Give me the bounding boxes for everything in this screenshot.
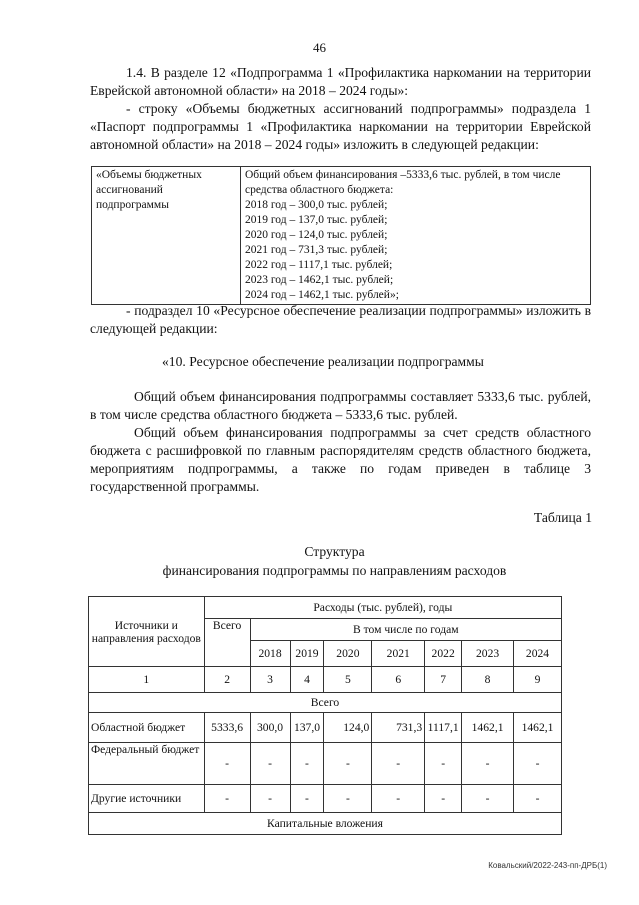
passport-line: 2024 год – 1462,1 тыс. рублей»; <box>245 289 399 301</box>
table-row-regional-budget <box>89 713 562 743</box>
cell-value: - <box>514 743 562 785</box>
header-by-year: В том числе по годам <box>250 619 561 641</box>
header-year: 2020 <box>324 641 372 667</box>
table-header-row <box>89 597 562 619</box>
passport-line: 2019 год – 137,0 тыс. рублей; <box>245 214 388 226</box>
passport-table-row <box>92 167 591 305</box>
cell-value: - <box>514 785 562 813</box>
passport-table-left-cell: «Объемы бюджетных ассигнований подпрограммы <box>92 167 241 305</box>
financing-structure-table <box>88 596 562 835</box>
cell-value: 1462,1 <box>462 713 514 743</box>
header-year: 2021 <box>372 641 425 667</box>
cell-value: - <box>324 785 372 813</box>
header-expenses: Расходы (тыс. рублей), годы <box>204 597 561 619</box>
section-label-capital: Капитальные вложения <box>89 813 562 835</box>
cell-value: - <box>372 743 425 785</box>
column-numbers-row <box>89 667 562 693</box>
passport-line: 2021 год – 731,3 тыс. рублей; <box>245 244 388 256</box>
paragraph-financing-details: Общий объем финансирования подпрограммы за счет средств областного бюджета с расшифровкой по главным распорядителям средств областного бюджета, мероприятиям подпрограммы, а также по годам приведен в таблице 3 государственной программы. <box>90 425 591 494</box>
header-year: 2023 <box>462 641 514 667</box>
cell-value: - <box>204 743 250 785</box>
table-label: Таблица 1 <box>533 510 592 525</box>
cell-value: 5333,6 <box>204 713 250 743</box>
passport-line: 2018 год – 300,0 тыс. рублей; <box>245 199 388 211</box>
column-number: 8 <box>462 667 514 693</box>
header-sources: Источники и направления расходов <box>89 597 205 667</box>
cell-value: - <box>462 785 514 813</box>
cell-value: 137,0 <box>290 713 324 743</box>
section-label-total: Всего <box>89 693 562 713</box>
cell-value: 1462,1 <box>514 713 562 743</box>
header-year: 2019 <box>290 641 324 667</box>
cell-value: - <box>204 785 250 813</box>
column-number: 2 <box>204 667 250 693</box>
passport-line: 2023 год – 1462,1 тыс. рублей; <box>245 274 394 286</box>
column-number: 7 <box>425 667 462 693</box>
cell-value: - <box>372 785 425 813</box>
header-year: 2024 <box>514 641 562 667</box>
column-number: 1 <box>89 667 205 693</box>
cell-value: - <box>425 743 462 785</box>
section-row-capital <box>89 813 562 835</box>
section-row-total <box>89 693 562 713</box>
header-year: 2018 <box>250 641 290 667</box>
section-heading: «10. Ресурсное обеспечение реализации подпрограммы <box>162 354 484 369</box>
column-number: 9 <box>514 667 562 693</box>
passport-line: 2022 год – 1117,1 тыс. рублей; <box>245 259 393 271</box>
table-row-other-sources <box>89 785 562 813</box>
row-label: Областной бюджет <box>89 713 205 743</box>
column-number: 3 <box>250 667 290 693</box>
paragraph-amendment-1-4: 1.4. В разделе 12 «Подпрограмма 1 «Профилактика наркомании на территории Еврейской автономной области» на 2018 – 2024 годы»: <box>90 65 591 98</box>
passport-line: Общий объем финансирования –5333,6 тыс. рублей, в том числе средства областного бюджета: <box>245 169 561 196</box>
column-number: 4 <box>290 667 324 693</box>
cell-value: 1117,1 <box>425 713 462 743</box>
row-label: Другие источники <box>89 785 205 813</box>
header-year: 2022 <box>425 641 462 667</box>
page-number: 46 <box>313 40 326 55</box>
column-number: 5 <box>324 667 372 693</box>
header-total: Всего <box>204 619 250 667</box>
passport-line: 2020 год – 124,0 тыс. рублей; <box>245 229 388 241</box>
cell-value: 124,0 <box>324 713 372 743</box>
cell-value: 731,3 <box>372 713 425 743</box>
document-footer-code: Ковальский/2022-243-пп-ДРБ(1) <box>488 861 607 870</box>
paragraph-line-amendment: - строку «Объемы бюджетных ассигнований подпрограммы» подраздела 1 «Паспорт подпрограммы 1 «Профилактика наркомании на территории Еврейской автономной области» на 2018 – 2024 годы» изложить в следующей редакции: <box>90 101 591 152</box>
cell-value: - <box>290 785 324 813</box>
passport-table-right-cell <box>241 167 591 305</box>
paragraph-subsection-amendment: - подраздел 10 «Ресурсное обеспечение реализации подпрограммы» изложить в следующей редакции: <box>90 303 591 336</box>
table-row-federal-budget <box>89 743 562 785</box>
cell-value: - <box>250 743 290 785</box>
cell-value: - <box>290 743 324 785</box>
cell-value: - <box>250 785 290 813</box>
cell-value: - <box>462 743 514 785</box>
passport-table <box>91 166 591 305</box>
paragraph-total-financing: Общий объем финансирования подпрограммы составляет 5333,6 тыс. рублей, в том числе средства областного бюджета – 5333,6 тыс. рублей. <box>90 389 591 422</box>
row-label: Федеральный бюджет <box>89 743 205 785</box>
structure-subtitle: финансирования подпрограммы по направлениям расходов <box>162 563 507 578</box>
cell-value: - <box>425 785 462 813</box>
column-number: 6 <box>372 667 425 693</box>
cell-value: - <box>324 743 372 785</box>
structure-title: Структура <box>304 544 365 559</box>
cell-value: 300,0 <box>250 713 290 743</box>
